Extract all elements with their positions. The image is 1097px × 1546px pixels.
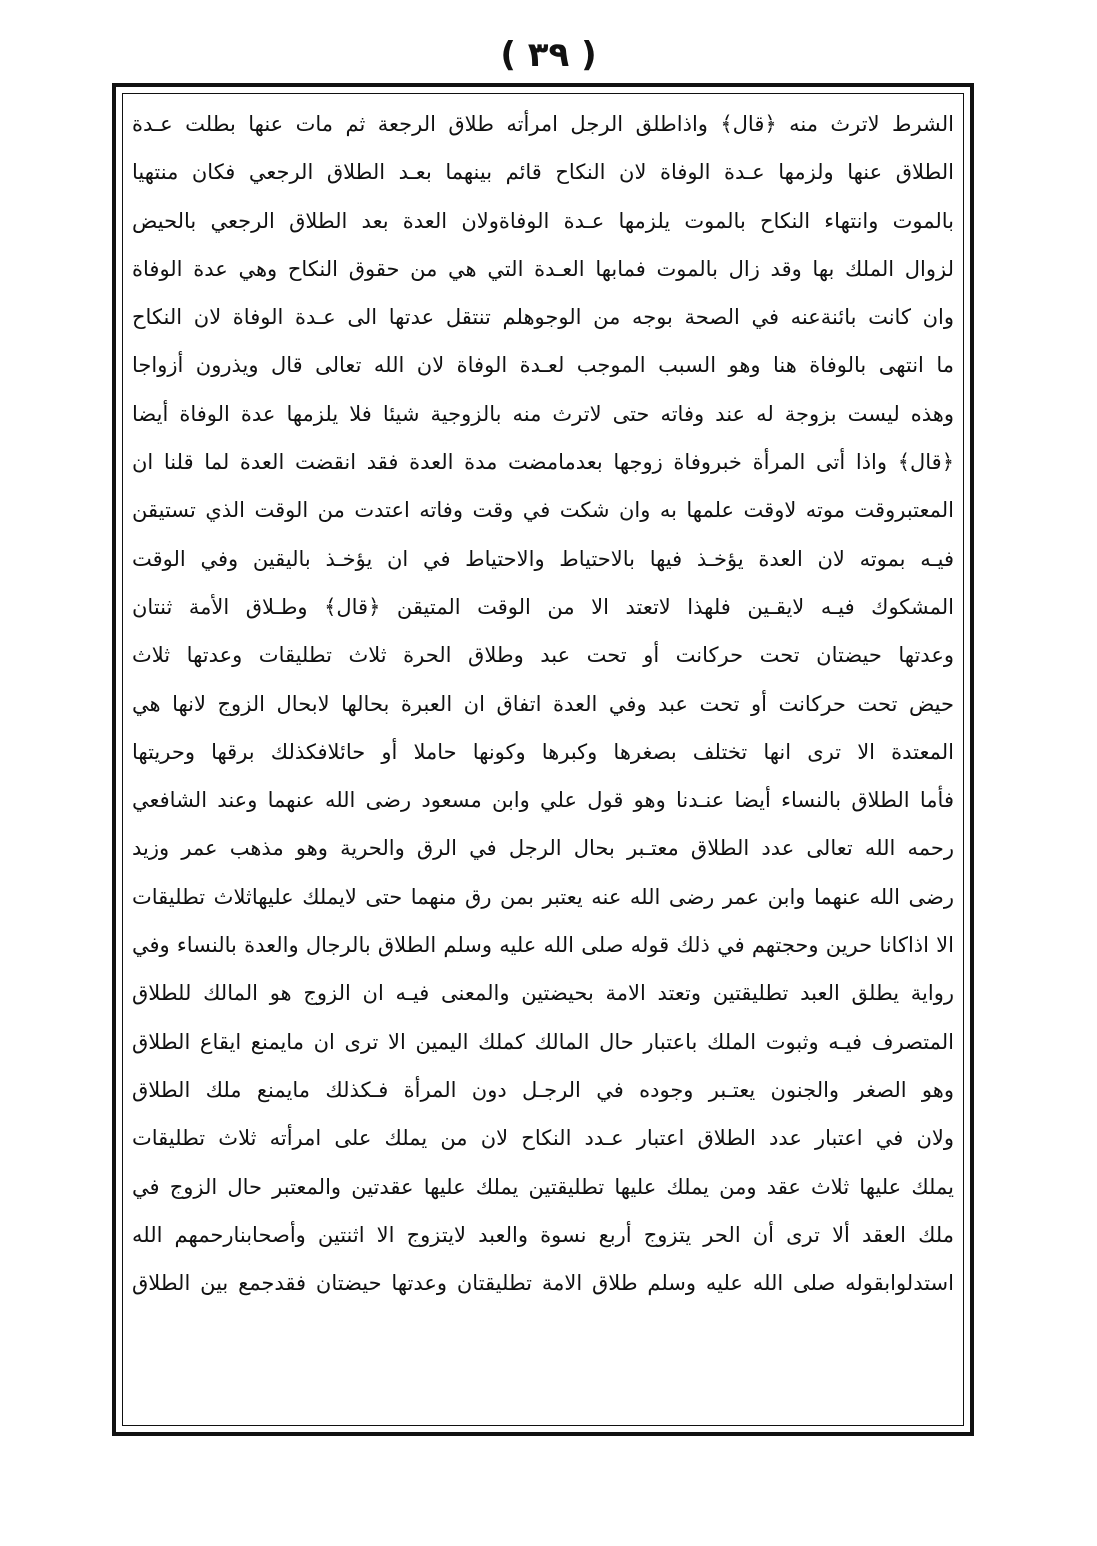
- text-line: استدلوابقوله صلى الله عليه وسلم طلاق الامة تطليقتان وعدتها حيضتان فقدجمع بين الطلاق: [132, 1271, 954, 1296]
- text-line: يملك عليها ثلاث عقد ومن يملك عليها تطليقتين يملك عليها عقدتين والمعتبر حال الزوج في: [132, 1174, 954, 1199]
- text-line: ﴿قال﴾ واذا أتى المرأة خبروفاة زوجها بعدمامضت مدة العدة فقد انقضت العدة لما قلنا ان: [132, 450, 954, 475]
- text-line: رحمه الله تعالى عدد الطلاق معتـبر بحال الرجل في الرق والحرية وهو مذهب عمر وزيد: [132, 836, 954, 861]
- text-line: الطلاق عنها ولزمها عـدة الوفاة لان النكاح قائم بينهما بعـد الطلاق الرجعي فكان منتهيا: [132, 160, 954, 185]
- text-line: رضى الله عنهما وابن عمر رضى الله عنه يعتبر بمن رق منهما حتى لايملك عليهاثلاث تطليقات: [132, 884, 954, 909]
- text-line: ملك العقد ألا ترى أن الحر يتزوج أربع نسوة والعبد لايتزوج الا اثنتين وأصحابنارحمهم الله: [132, 1222, 954, 1247]
- text-line: فأما الطلاق بالنساء أيضا عنـدنا وهو قول علي وابن مسعود رضى الله عنهما وعند الشافعي: [132, 788, 954, 813]
- text-line: لزوال الملك بها وقد زال بالموت فمابها العـدة التي هي من حقوق النكاح وهي عدة الوفاة: [132, 256, 954, 281]
- page-number: ( ٣٩ ): [500, 35, 597, 75]
- text-line: رواية يطلق العبد تطليقتين وتعتد الامة بحيضتين والمعنى فيـه ان الزوج هو المالك للطلاق: [132, 981, 954, 1006]
- text-line: وهو الصغر والجنون يعتـبر وجوده في الرجـل دون المرأة فـكذلك مايمنع ملك الطلاق: [132, 1077, 954, 1102]
- text-line: وعدتها حيضتان تحت حركانت أو تحت عبد وطلاق الحرة ثلاث تطليقات وعدتها ثلاث: [132, 643, 954, 668]
- text-line: المعتدة الا ترى انها تختلف بصغرها وكبرها وكونها حاملا أو حائلافكذلك برقها وحريتها: [132, 739, 954, 764]
- text-line: وان كانت بائنةعنه في الصحة بوجه من الوجوهلم تنتقل عدتها الى عـدة الوفاة لان النكاح: [132, 305, 954, 330]
- text-block: [132, 100, 954, 1307]
- text-line: وهذه ليست بزوجة له عند وفاته حتى لاترث منه بالزوجية شيئا فلا يلزمها عدة الوفاة أيضا: [132, 401, 954, 426]
- text-line: المعتبروقت موته لاوقت علمها به وان شكت في وقت وفاته اعتدت من الوقت الذي تستيقن: [132, 498, 954, 523]
- text-line: بالموت وانتهاء النكاح بالموت يلزمها عـدة الوفاةولان العدة بعد الطلاق الرجعي بالحيض: [132, 208, 954, 233]
- text-line: المشكوك فيـه لايقـين فلهذا لاتعتد الا من الوقت المتيقن ﴿قال﴾ وطـلاق الأمة ثنتان: [132, 594, 954, 619]
- text-line: المتصرف فيـه وثبوت الملك باعتبار حال المالك كملك اليمين الا ترى ان مايمنع ايقاع الطلاق: [132, 1029, 954, 1054]
- text-line: فيـه بموته لان العدة يؤخـذ فيها بالاحتياط والاحتياط في ان يؤخـذ باليقين وفي الوقت: [132, 546, 954, 571]
- text-line: الشرط لاترث منه ﴿قال﴾ واذاطلق الرجل امرأته طلاق الرجعة ثم مات عنها بطلت عـدة: [132, 112, 954, 136]
- text-line: الا اذاكانا حرين وحجتهم في ذلك قوله صلى الله عليه وسلم الطلاق بالرجال والعدة بالنساء وفي: [132, 933, 954, 958]
- text-line: ولان في اعتبار عدد الطلاق اعتبار عـدد النكاح لان من يملك على امرأته ثلاث تطليقات: [132, 1126, 954, 1151]
- text-line: حيض تحت حركانت أو تحت عبد وفي العدة اتفاق ان العبرة بحالها لابحال الزوج لانها هي: [132, 691, 954, 716]
- text-line: ما انتهى بالوفاة هنا وهو السبب الموجب لعـدة الوفاة لان الله تعالى قال ويذرون أزواجا: [132, 353, 954, 378]
